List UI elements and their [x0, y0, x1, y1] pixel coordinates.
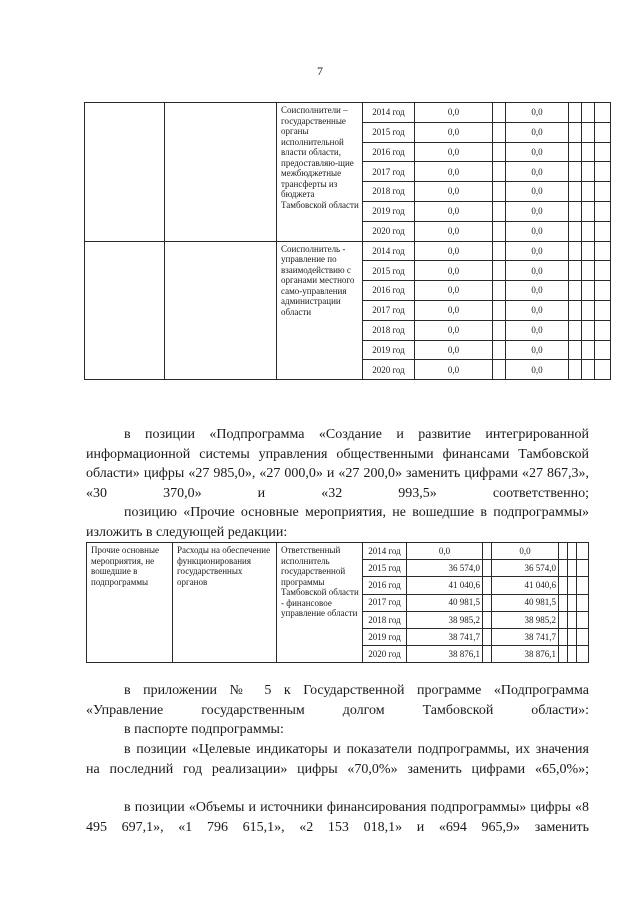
- value-cell: 0,0: [415, 360, 493, 380]
- value-cell: 0,0: [415, 162, 493, 182]
- empty-cell: [568, 628, 577, 645]
- empty-cell: [483, 594, 492, 611]
- year-cell: 2016 год: [363, 577, 407, 594]
- year-cell: 2016 год: [363, 281, 415, 301]
- value-cell: 0,0: [415, 122, 493, 142]
- empty-cell: [165, 103, 277, 242]
- empty-cell: [595, 142, 611, 162]
- empty-cell: [569, 340, 582, 360]
- empty-cell: [559, 577, 568, 594]
- empty-cell: [595, 201, 611, 221]
- value-cell: 0,0: [506, 103, 569, 123]
- empty-cell: [595, 241, 611, 261]
- empty-cell: [595, 221, 611, 241]
- empty-cell: [595, 300, 611, 320]
- empty-cell: [569, 182, 582, 202]
- empty-cell: [582, 103, 595, 123]
- year-cell: 2016 год: [363, 142, 415, 162]
- value-cell: 0,0: [415, 241, 493, 261]
- empty-cell: [483, 628, 492, 645]
- empty-cell: [582, 201, 595, 221]
- value-cell: 38 876,1: [492, 646, 559, 663]
- paragraph-target-indicators: в позиции «Целевые индикаторы и показатели подпрограммы, их значения на последний год реализации» цифры «70,0%» заменить цифрами «65,0%»;: [86, 742, 589, 777]
- empty-cell: [559, 560, 568, 577]
- empty-cell: [577, 543, 589, 560]
- empty-cell: [595, 360, 611, 380]
- value-cell: 41 040,6: [492, 577, 559, 594]
- value-cell: 0,0: [506, 221, 569, 241]
- empty-cell: [493, 320, 506, 340]
- empty-cell: [569, 162, 582, 182]
- empty-cell: [582, 122, 595, 142]
- empty-cell: [483, 611, 492, 628]
- value-cell: 0,0: [415, 221, 493, 241]
- empty-cell: [483, 646, 492, 663]
- year-cell: 2019 год: [363, 628, 407, 645]
- empty-cell: [577, 646, 589, 663]
- year-cell: 2015 год: [363, 560, 407, 577]
- empty-cell: [582, 261, 595, 281]
- empty-cell: [559, 611, 568, 628]
- empty-cell: [582, 340, 595, 360]
- value-cell: 0,0: [415, 142, 493, 162]
- value-cell: 36 574,0: [492, 560, 559, 577]
- empty-cell: [569, 221, 582, 241]
- empty-cell: [595, 261, 611, 281]
- year-cell: 2018 год: [363, 320, 415, 340]
- continuation-table: [84, 102, 611, 380]
- year-cell: 2014 год: [363, 241, 415, 261]
- empty-cell: [569, 281, 582, 301]
- value-cell: 0,0: [506, 142, 569, 162]
- empty-cell: [493, 162, 506, 182]
- empty-cell: [569, 360, 582, 380]
- year-cell: 2014 год: [363, 543, 407, 560]
- empty-cell: [582, 300, 595, 320]
- empty-cell: [595, 182, 611, 202]
- year-cell: 2015 год: [363, 261, 415, 281]
- empty-cell: [568, 611, 577, 628]
- empty-cell: [595, 103, 611, 123]
- empty-cell: [568, 646, 577, 663]
- value-cell: 0,0: [506, 281, 569, 301]
- empty-cell: [577, 611, 589, 628]
- empty-cell: [582, 281, 595, 301]
- year-cell: 2020 год: [363, 646, 407, 663]
- empty-cell: [569, 103, 582, 123]
- empty-cell: [569, 142, 582, 162]
- paragraph-other-activities: позицию «Прочие основные мероприятия, не вошедшие в подпрограммы» изложить в следующей редакции:: [86, 505, 589, 540]
- empty-cell: [582, 221, 595, 241]
- empty-cell: [493, 241, 506, 261]
- executor-cell: Ответственный исполнитель государственной программы Тамбовской области - финансовое управление области: [277, 543, 363, 663]
- value-cell: 0,0: [415, 340, 493, 360]
- empty-cell: [483, 543, 492, 560]
- empty-cell: [582, 241, 595, 261]
- table-row: [85, 241, 611, 261]
- empty-cell: [559, 543, 568, 560]
- value-cell: 0,0: [407, 543, 483, 560]
- value-cell: 0,0: [415, 261, 493, 281]
- empty-cell: [493, 261, 506, 281]
- empty-cell: [559, 646, 568, 663]
- table-row: [87, 543, 589, 560]
- empty-cell: [595, 281, 611, 301]
- year-cell: 2018 год: [363, 182, 415, 202]
- year-cell: 2017 год: [363, 594, 407, 611]
- empty-cell: [582, 162, 595, 182]
- empty-cell: [493, 360, 506, 380]
- paragraph-appendix-5: в приложении № 5 к Государственной программе «Подпрограмма «Управление государственным долгом Тамбовской области»:: [86, 683, 589, 718]
- value-cell: 0,0: [506, 201, 569, 221]
- value-cell: 38 741,7: [492, 628, 559, 645]
- value-cell: 0,0: [415, 182, 493, 202]
- year-cell: 2020 год: [363, 221, 415, 241]
- empty-cell: [595, 162, 611, 182]
- value-cell: 40 981,5: [407, 594, 483, 611]
- paragraph-subprogram-change: в позиции «Подпрограмма «Создание и развитие интегрированной информационной системы управления общественными финансами Тамбовской области» цифры «27 985,0», «27 000,0» и «27 200,0» заменить цифрами «27 867,3», «30 370,0» и «32 993,5» соответственно;: [86, 427, 589, 501]
- year-cell: 2017 год: [363, 162, 415, 182]
- empty-cell: [568, 594, 577, 611]
- value-cell: 38 985,2: [492, 611, 559, 628]
- empty-cell: [493, 281, 506, 301]
- value-cell: 0,0: [506, 320, 569, 340]
- value-cell: 40 981,5: [492, 594, 559, 611]
- year-cell: 2019 год: [363, 340, 415, 360]
- executor-cell: Соисполнитель - управление по взаимодействию с органами местного само-управления администрации области: [277, 241, 363, 380]
- value-cell: 0,0: [492, 543, 559, 560]
- empty-cell: [568, 560, 577, 577]
- empty-cell: [582, 142, 595, 162]
- expense-cell: Расходы на обеспечение функционирования государственных органов: [173, 543, 277, 663]
- empty-cell: [577, 577, 589, 594]
- year-cell: 2015 год: [363, 122, 415, 142]
- empty-cell: [85, 241, 165, 380]
- value-cell: 36 574,0: [407, 560, 483, 577]
- empty-cell: [569, 241, 582, 261]
- empty-cell: [493, 182, 506, 202]
- value-cell: 0,0: [415, 103, 493, 123]
- year-cell: 2020 год: [363, 360, 415, 380]
- value-cell: 0,0: [506, 300, 569, 320]
- value-cell: 0,0: [415, 201, 493, 221]
- value-cell: 0,0: [506, 241, 569, 261]
- activity-cell: Прочие основные мероприятия, не вошедшие в подпрограммы: [87, 543, 173, 663]
- value-cell: 0,0: [506, 162, 569, 182]
- page-number: 7: [317, 64, 323, 78]
- empty-cell: [493, 300, 506, 320]
- table-row: [85, 103, 611, 123]
- empty-cell: [569, 320, 582, 340]
- empty-cell: [493, 201, 506, 221]
- empty-cell: [493, 122, 506, 142]
- paragraph-funding-volumes: в позиции «Объемы и источники финансирования подпрограммы» цифры «8 495 697,1», «1 796 615,1», «2 153 018,1» и «694 965,9» заменить: [86, 800, 589, 835]
- empty-cell: [577, 628, 589, 645]
- value-cell: 0,0: [506, 182, 569, 202]
- value-cell: 38 985,2: [407, 611, 483, 628]
- empty-cell: [582, 320, 595, 340]
- empty-cell: [595, 320, 611, 340]
- year-cell: 2019 год: [363, 201, 415, 221]
- empty-cell: [493, 103, 506, 123]
- empty-cell: [569, 261, 582, 281]
- value-cell: 0,0: [415, 320, 493, 340]
- value-cell: 38 741,7: [407, 628, 483, 645]
- value-cell: 41 040,6: [407, 577, 483, 594]
- empty-cell: [493, 221, 506, 241]
- value-cell: 38 876,1: [407, 646, 483, 663]
- value-cell: 0,0: [506, 261, 569, 281]
- empty-cell: [568, 543, 577, 560]
- value-cell: 0,0: [415, 281, 493, 301]
- empty-cell: [577, 560, 589, 577]
- empty-cell: [569, 300, 582, 320]
- empty-cell: [559, 594, 568, 611]
- year-cell: 2014 год: [363, 103, 415, 123]
- empty-cell: [595, 122, 611, 142]
- empty-cell: [559, 628, 568, 645]
- year-cell: 2017 год: [363, 300, 415, 320]
- empty-cell: [577, 594, 589, 611]
- empty-cell: [582, 360, 595, 380]
- year-cell: 2018 год: [363, 611, 407, 628]
- value-cell: 0,0: [506, 122, 569, 142]
- empty-cell: [569, 201, 582, 221]
- value-cell: 0,0: [506, 360, 569, 380]
- empty-cell: [569, 122, 582, 142]
- other-activities-table: [86, 542, 589, 663]
- empty-cell: [582, 182, 595, 202]
- empty-cell: [483, 577, 492, 594]
- empty-cell: [595, 340, 611, 360]
- paragraph-passport: в паспорте подпрограммы:: [124, 722, 284, 737]
- empty-cell: [165, 241, 277, 380]
- empty-cell: [85, 103, 165, 242]
- empty-cell: [483, 560, 492, 577]
- value-cell: 0,0: [415, 300, 493, 320]
- empty-cell: [568, 577, 577, 594]
- empty-cell: [493, 340, 506, 360]
- empty-cell: [493, 142, 506, 162]
- executor-cell: Соисполнители – государственные органы исполнительной власти области, предоставляю-щие межбюджетные трансферты из бюджета Тамбовской области: [277, 103, 363, 242]
- value-cell: 0,0: [506, 340, 569, 360]
